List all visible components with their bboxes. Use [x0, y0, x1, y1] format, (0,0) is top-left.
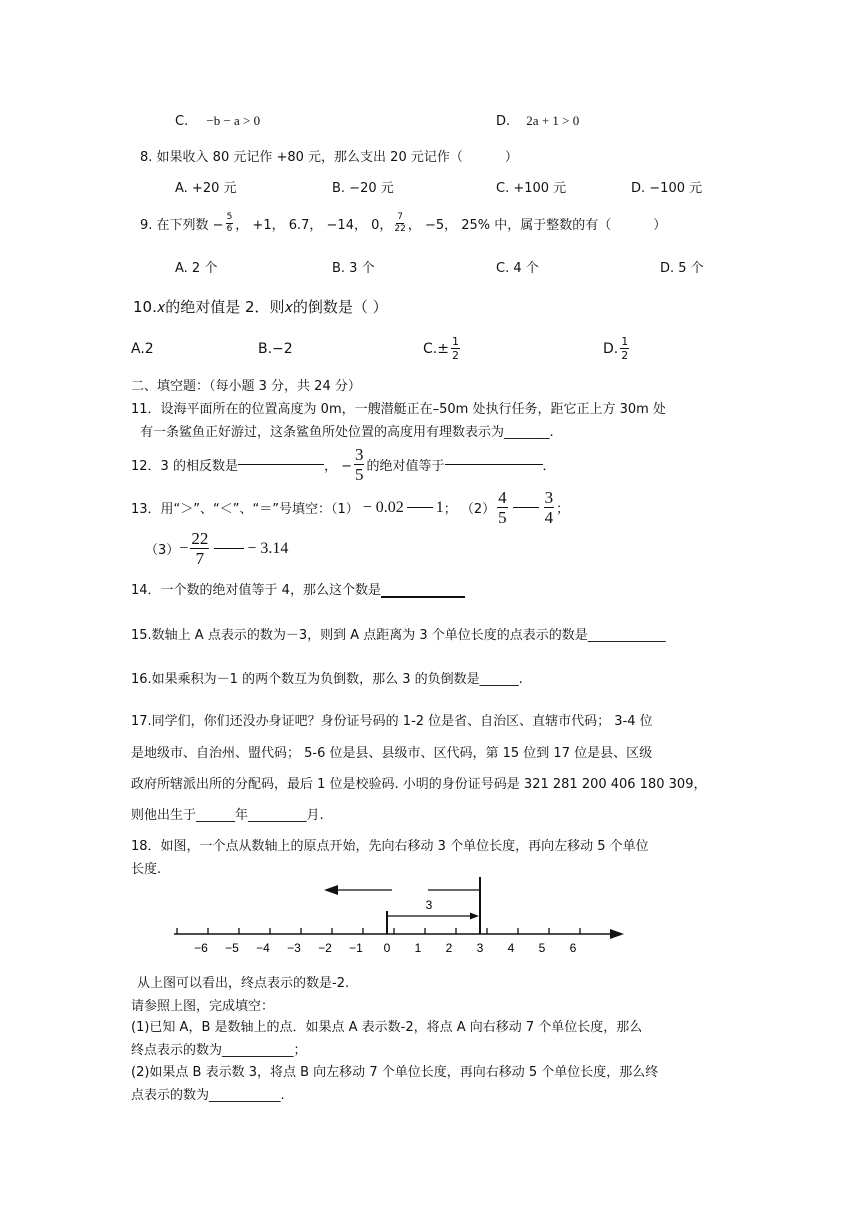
q18-part-1-line-2: 终点表示的数为___________； — [131, 1043, 307, 1058]
q9-fraction-1 — [226, 213, 234, 234]
q9-stem-c: ， −5， 25% 中，属于整数的有（ — [407, 218, 612, 233]
move-label: 3 — [425, 898, 433, 912]
q11-line-1: 11．设海平面所在的位置高度为 0m，一艘潜艇正在–50m 处执行任务，距它正上方 30m 处 — [131, 402, 666, 417]
q13-end: ； — [556, 502, 570, 517]
move-left-arrowhead — [324, 885, 338, 895]
q13-value-2: 1 — [435, 498, 444, 516]
number-line-tick-label: −6 — [194, 941, 208, 955]
number-line-ticks — [177, 928, 580, 934]
q12-text-b: ， − — [323, 459, 352, 474]
q18-line-1: 18．如图，一个点从数轴上的原点开始，先向右移动 3 个单位长度，再向左移动 5 个单位 — [131, 839, 649, 854]
q9-option-c: C. 4 个 — [496, 261, 539, 276]
q12-text-d: ． — [542, 459, 556, 474]
number-line-tick-labels — [194, 941, 577, 955]
q9-close: ） — [653, 218, 667, 233]
q9-stem-a: 9. 在下列数 − — [140, 218, 224, 233]
q10-option-c — [423, 336, 462, 361]
q7-c-letter: C. — [175, 114, 189, 129]
q9-stem — [140, 213, 666, 234]
q18-part-1-line-1: (1)已知 A，B 是数轴上的点．如果点 A 表示数-2，将点 A 向右移动 7 个单位长度，那么 — [131, 1020, 643, 1035]
q13-f2-den: 4 — [544, 508, 554, 527]
q10-option-c-fraction — [451, 336, 460, 361]
q10-c-den: 2 — [451, 349, 459, 362]
q9-frac1-num: 5 — [226, 212, 233, 222]
q17-line-4: 则他出生于______年_________月. — [131, 808, 324, 823]
number-line-tick-label: −1 — [349, 941, 363, 955]
number-line-tick-label: 2 — [445, 941, 453, 955]
q17-line-1: 17.同学们，你们还没办身证吧？身份证号码的 1-2 位是省、自治区、直辖市代码； 3-4 位 — [131, 714, 653, 729]
q17-line-3: 政府所辖派出所的分配码，最后 1 位是校验码. 小明的身份证号码是 321 281 200 406 180 309， — [131, 777, 707, 792]
q8-option-c: C. +100 元 — [496, 181, 567, 196]
q13-fraction-2 — [544, 489, 555, 526]
q18-line-2: 长度. — [131, 862, 162, 877]
number-line-tick-label: −2 — [318, 941, 332, 955]
q12-frac-num: 3 — [354, 445, 364, 464]
q9-frac2-num: 7 — [397, 212, 403, 222]
q10-stem: 10.𝑥的绝对值是 2．则𝑥的倒数是（ ） — [133, 298, 388, 316]
q12-frac-den: 5 — [354, 465, 364, 484]
q11-line-2: 有一条鲨鱼正好游过，这条鲨鱼所处位置的高度用有理数表示为_______. — [140, 425, 554, 440]
q7-d-letter: D. — [496, 114, 511, 129]
q12-blank-2[interactable] — [445, 464, 543, 465]
q13-line-1 — [131, 489, 569, 526]
q8-stem — [140, 146, 518, 165]
q14 — [131, 579, 465, 598]
q7-option-c — [175, 113, 260, 129]
q9-stem-b: ， +1， 6.7， −14， 0， — [235, 218, 393, 233]
number-line-tick-label: −3 — [287, 941, 301, 955]
q9-option-d: D. 5 个 — [660, 261, 704, 276]
number-line-tick-label: −4 — [256, 941, 270, 955]
q12-text-c: 的绝对值等于 — [366, 459, 445, 474]
q13-fraction-3 — [190, 530, 209, 567]
q18-prompt: 请参照上图，完成填空： — [131, 999, 275, 1014]
q10-option-d-fraction — [620, 336, 629, 361]
q13-f2-num: 3 — [544, 488, 554, 507]
q9-option-a: A. 2 个 — [175, 261, 218, 276]
q15: 15.数轴上 A 点表示的数为－3，则到 A 点距离为 3 个单位长度的点表示的数是____________ — [131, 628, 666, 643]
number-line-tick-label: −5 — [225, 941, 239, 955]
q10-option-d — [603, 336, 631, 361]
q9-option-b: B. 3 个 — [332, 261, 375, 276]
q10-c-num: 1 — [451, 335, 459, 348]
q10-option-a: A.2 — [131, 341, 154, 357]
q12-text-a: 12．3 的相反数是 — [131, 459, 238, 474]
q8-option-b: B. −20 元 — [332, 181, 394, 196]
q13-sep: ； （2） — [443, 502, 496, 517]
q9-fraction-2 — [394, 213, 405, 234]
q7-c-expr: −b − a > 0 — [206, 113, 261, 128]
q12 — [131, 446, 556, 483]
q8-close: ） — [504, 150, 518, 165]
q8-option-a: A. +20 元 — [175, 181, 237, 196]
number-line-tick-label: 3 — [476, 941, 484, 955]
q13-minus: − — [179, 539, 189, 557]
q18-part-2-line-1: (2)如果点 B 表示数 3，将点 B 向左移动 7 个单位长度，再向右移动 5 个单位长度，那么终 — [131, 1065, 659, 1080]
q9-frac2-den: 22 — [394, 224, 406, 234]
q13-fraction-1 — [497, 489, 508, 526]
move-right-arrowhead — [470, 913, 479, 920]
q13-f3-num: 22 — [191, 529, 209, 548]
number-line-tick-label: 5 — [538, 941, 546, 955]
number-line-tick-label: 4 — [507, 941, 515, 955]
q10-d-num: 1 — [621, 335, 629, 348]
q10-option-b: B.−2 — [258, 341, 293, 357]
q13-value-3: − 3.14 — [247, 539, 289, 557]
q13-f3-den: 7 — [195, 549, 205, 568]
q13-f1-num: 4 — [498, 488, 507, 507]
q13-text-a: 13．用“＞”、“＜”、“＝”号填空：（1） — [131, 502, 359, 517]
q7-option-d — [496, 113, 579, 129]
q10-option-c-label: C.± — [423, 340, 449, 357]
q18-part-2-line-2: 点表示的数为___________. — [131, 1088, 285, 1103]
q13-blank-3[interactable] — [214, 548, 244, 549]
q13-blank-2[interactable] — [513, 507, 539, 508]
number-line-arrowhead — [610, 929, 624, 939]
q14-blank[interactable] — [381, 596, 465, 598]
q10-option-d-label: D. — [603, 340, 619, 357]
q13-part-3-label: （3） — [145, 543, 180, 558]
number-line-tick-label: 1 — [414, 941, 422, 955]
number-line-figure — [170, 872, 630, 960]
q8-option-d: D. −100 元 — [631, 181, 703, 196]
q14-text: 14．一个数的绝对值等于 4，那么这个数是 — [131, 583, 381, 598]
q7-d-expr: 2a + 1 > 0 — [526, 113, 580, 128]
q16: 16.如果乘积为－1 的两个数互为负倒数，那么 3 的负倒数是______. — [131, 672, 523, 687]
q18-after-figure: 从上图可以看出，终点表示的数是-2. — [137, 976, 350, 991]
number-line-tick-label: 6 — [569, 941, 577, 955]
q13-f1-den: 5 — [498, 508, 507, 527]
q10-d-den: 2 — [621, 349, 629, 362]
q13-line-2 — [145, 530, 288, 567]
q12-blank-1[interactable] — [238, 464, 324, 465]
q17-line-2: 是地级市、自治州、盟代码； 5-6 位是县、县级市、区代码，第 15 位到 17 位是县、区级 — [131, 746, 653, 761]
section-2-title: 二、填空题：（每小题 3 分，共 24 分） — [131, 379, 361, 394]
q12-fraction — [354, 446, 365, 483]
q13-blank-1[interactable] — [407, 507, 433, 508]
q9-frac1-den: 6 — [226, 224, 233, 234]
number-line-tick-label: 0 — [383, 941, 391, 955]
q8-stem-text: 8. 如果收入 80 元记作 +80 元，那么支出 20 元记作（ — [140, 150, 463, 165]
q13-value-1: − 0.02 — [362, 498, 404, 516]
